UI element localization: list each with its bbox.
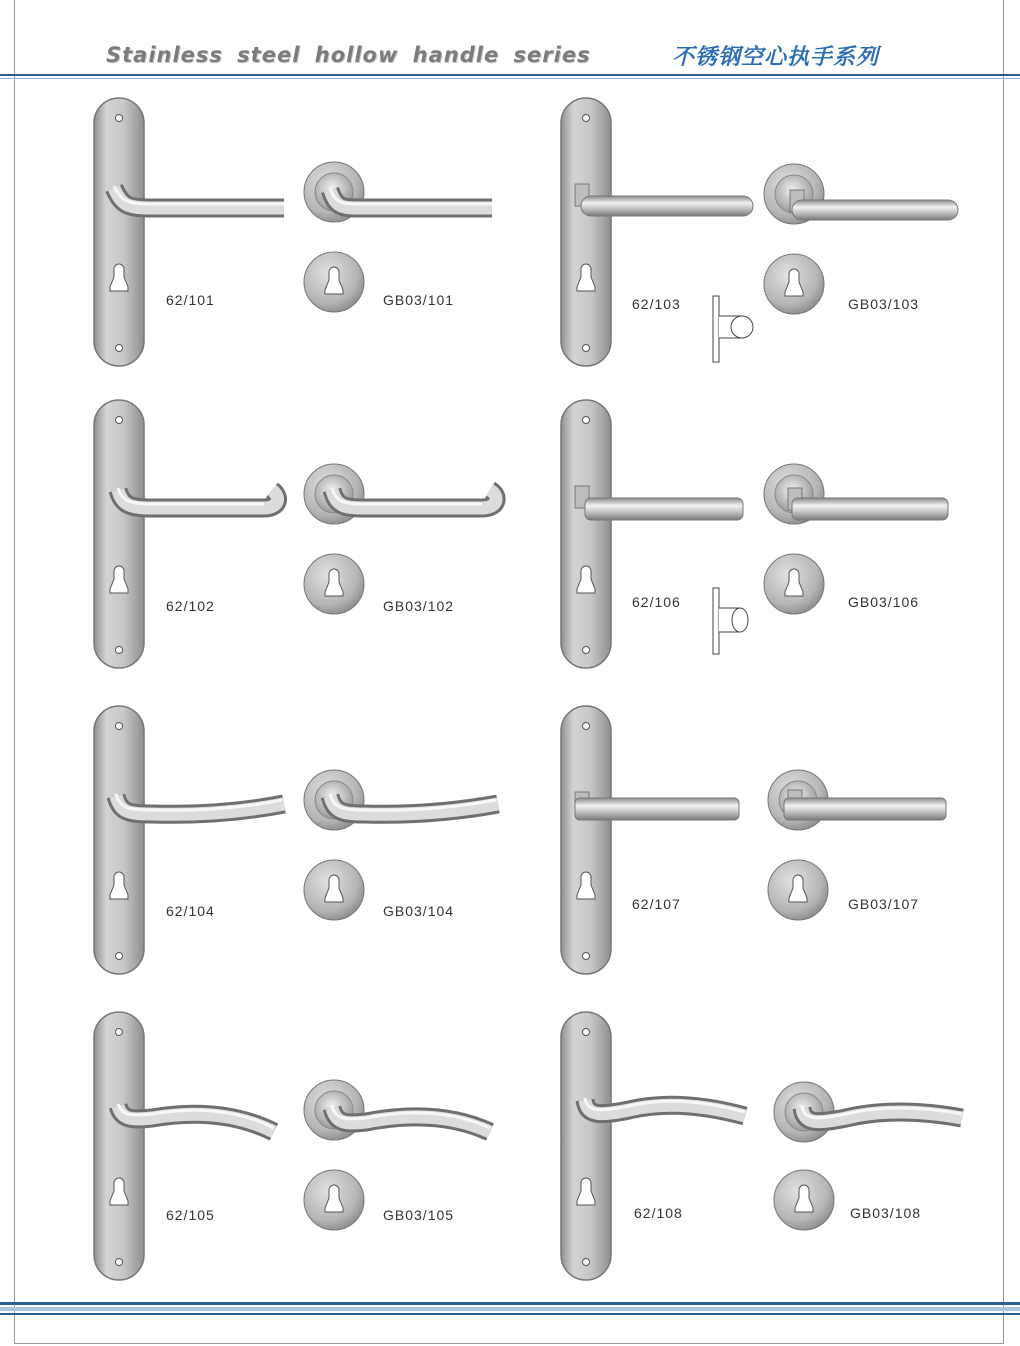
product-code-plate: 62/106 — [632, 594, 681, 610]
handle-profile-sketch — [711, 294, 761, 364]
product-code-plate: 62/108 — [634, 1205, 683, 1221]
handle-profile-sketch — [711, 586, 761, 656]
footer-rule-light — [0, 1307, 1020, 1311]
product-code-plate: 62/101 — [166, 292, 215, 308]
footer-rule — [0, 1313, 1020, 1315]
product-code-plate: 62/105 — [166, 1207, 215, 1223]
page-title-chinese: 不锈钢空心执手系列 — [672, 45, 880, 70]
product-code-rosette: GB03/105 — [383, 1207, 455, 1223]
header-rule — [0, 74, 1020, 76]
backplate-handle-62-104 — [92, 704, 292, 976]
product-code-rosette: GB03/102 — [383, 598, 455, 614]
product-code-rosette: GB03/103 — [848, 296, 920, 312]
backplate-handle-62-105 — [92, 1010, 292, 1282]
backplate-handle-62-107 — [559, 704, 759, 976]
product-code-plate: 62/107 — [632, 896, 681, 912]
product-code-plate: 62/102 — [166, 598, 215, 614]
backplate-handle-62-102 — [92, 398, 292, 670]
product-code-rosette: GB03/108 — [850, 1205, 922, 1221]
footer-rule — [0, 1302, 1020, 1305]
backplate-handle-62-101 — [92, 96, 292, 368]
product-code-rosette: GB03/101 — [383, 292, 455, 308]
product-code-rosette: GB03/104 — [383, 903, 455, 919]
header-rule-light — [0, 78, 1020, 79]
backplate-handle-62-108 — [559, 1010, 759, 1282]
page-title-english: Stainless steel hollow handle series — [106, 43, 591, 67]
product-code-rosette: GB03/107 — [848, 896, 920, 912]
product-code-rosette: GB03/106 — [848, 594, 920, 610]
product-code-plate: 62/104 — [166, 903, 215, 919]
product-code-plate: 62/103 — [632, 296, 681, 312]
